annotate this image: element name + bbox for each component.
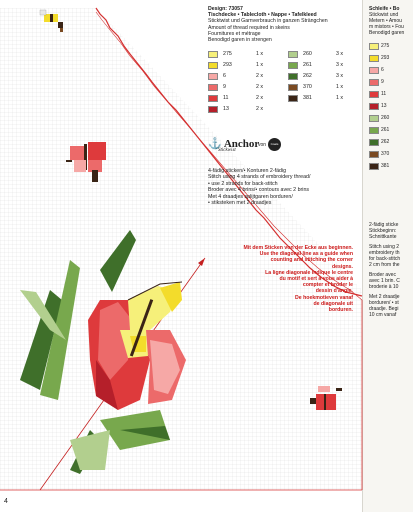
von-label: von — [258, 142, 267, 148]
color-swatch — [369, 139, 379, 146]
header-line: Benodigd garen in strengen — [208, 37, 272, 44]
stitch-instructions — [208, 168, 358, 206]
instruction-line: • stiksteken met 2 draadjes — [208, 200, 272, 207]
color-swatch — [369, 67, 379, 74]
legend-row: 11 2 x — [208, 94, 278, 103]
note-line: counting and stitching the corner — [270, 257, 353, 264]
right-legend-row: 262 — [369, 138, 413, 147]
legend-row: 6 2 x — [208, 72, 278, 81]
color-swatch — [369, 91, 379, 98]
right-text-line: 10 cm vanaf — [369, 312, 397, 318]
instruction-line: Stitch using 4 strands of embroidery thread/ — [208, 174, 311, 181]
color-swatch — [288, 51, 298, 58]
right-legend-row: 11 — [369, 90, 413, 99]
right-text-line: avec 1 brin. C — [369, 278, 400, 284]
legend-row: 9 2 x — [208, 83, 278, 92]
note-line: compter et broder le — [302, 282, 353, 289]
right-text-line: for back-stitch — [369, 256, 401, 262]
right-text-line: Met 2 draadje — [369, 294, 400, 300]
right-text-line: embroidery th — [369, 250, 400, 256]
legend-row: 261 3 x — [288, 61, 358, 70]
instruction-line: • use 2 strands for back-stitch — [208, 180, 278, 187]
right-legend-row: 9 — [369, 78, 413, 87]
instruction-line: Met 4 draadjes splijtgaren borduren/ — [208, 193, 293, 200]
color-swatch — [208, 106, 218, 113]
design-number: Design: 73057 — [208, 6, 243, 12]
right-text-line: 2-fädig sticke — [369, 222, 399, 228]
color-swatch — [369, 55, 379, 62]
color-swatch — [369, 115, 379, 122]
color-swatch — [369, 127, 379, 134]
right-legend-row: 260 — [369, 114, 413, 123]
note-line: dessin d'angle. — [315, 288, 353, 295]
header-line: Fournitures et métrage — [208, 30, 261, 37]
right-legend-row: 6 — [369, 66, 413, 75]
right-legend-row: 261 — [369, 126, 413, 135]
color-swatch — [369, 151, 379, 158]
right-text-line: borduren/ • st — [369, 300, 399, 306]
color-swatch — [288, 95, 298, 102]
right-legend-row: 275 — [369, 42, 413, 51]
note-line: designs. — [331, 263, 353, 270]
header-line: Sticktwist und Garnverbrauch in ganzen Strängchen — [208, 18, 328, 25]
note-line: borduren. — [328, 307, 353, 314]
design-title: Tischdecke • Tablecloth • Nappe • Tafelkleed — [208, 12, 317, 19]
right-legend-row: 381 — [369, 162, 413, 171]
page-number: 4 — [4, 498, 8, 505]
right-header-line: Stickwist und — [369, 12, 399, 18]
materials-header — [208, 6, 358, 43]
legend-row: 13 2 x — [208, 105, 278, 114]
color-swatch — [369, 163, 379, 170]
instruction-line: Broder avec 4 brins/• contours avec 2 brins — [208, 187, 310, 194]
right-header-line: Metern • Amou — [369, 18, 402, 24]
color-swatch — [369, 103, 379, 110]
right-text-line: Stitch using 2 — [369, 244, 400, 250]
note-line: Mit dem Sticken von der Ecke aus beginnen. — [243, 245, 353, 251]
coats-logo: Coats Mez — [268, 138, 281, 151]
legend-row: 262 3 x — [288, 72, 358, 81]
note-line: de diagonale uit — [313, 300, 353, 307]
right-text-line: draadje. Begi — [369, 306, 399, 312]
right-header-title: Schleife • Bo — [369, 6, 400, 12]
right-text-line: Broder avec — [369, 272, 396, 278]
legend-row: 381 1 x — [288, 94, 358, 103]
right-text-line: broderie à 10 — [369, 284, 399, 290]
header-line: Amount of thread required in skeins — [208, 24, 290, 31]
anchor-logo: ⚓ Anchor — [208, 138, 260, 150]
legend-row: 275 1 x — [208, 50, 278, 59]
instruction-line: 4-fädig sticken/• Konturen 2-fädig — [208, 168, 287, 174]
diagonal-notes — [193, 245, 353, 313]
legend-row: 293 1 x — [208, 61, 278, 70]
color-swatch — [208, 62, 218, 69]
color-swatch — [288, 73, 298, 80]
legend-row: 370 1 x — [288, 83, 358, 92]
color-swatch — [208, 73, 218, 80]
color-swatch — [288, 84, 298, 91]
color-swatch — [369, 79, 379, 86]
right-text-line: Stickbeginn: — [369, 228, 397, 234]
color-swatch — [208, 51, 218, 58]
right-header-line: m mistors • Fou — [369, 24, 404, 30]
right-legend-row: 370 — [369, 150, 413, 159]
color-swatch — [369, 43, 379, 50]
color-swatch — [208, 84, 218, 91]
right-legend-row: 13 — [369, 102, 413, 111]
legend-row: 260 3 x — [288, 50, 358, 59]
color-swatch — [288, 62, 298, 69]
brand-block — [208, 137, 358, 157]
note-line: du motif et sert à vous aider à — [279, 276, 353, 283]
right-text-line: Schnittkante — [369, 234, 397, 240]
note-line: La ligne diagonale indique le centre — [265, 269, 353, 276]
note-line: Use the diagonal line as a guide when — [259, 251, 353, 258]
stickwist-label: Stickwist — [218, 148, 236, 153]
right-header-line: Benodigd garen — [369, 30, 405, 36]
right-text-line: 2 cm from the — [369, 262, 400, 268]
note-line: De hoekmotieven vanaf — [295, 294, 353, 301]
color-swatch — [208, 95, 218, 102]
right-legend-row: 293 — [369, 54, 413, 63]
